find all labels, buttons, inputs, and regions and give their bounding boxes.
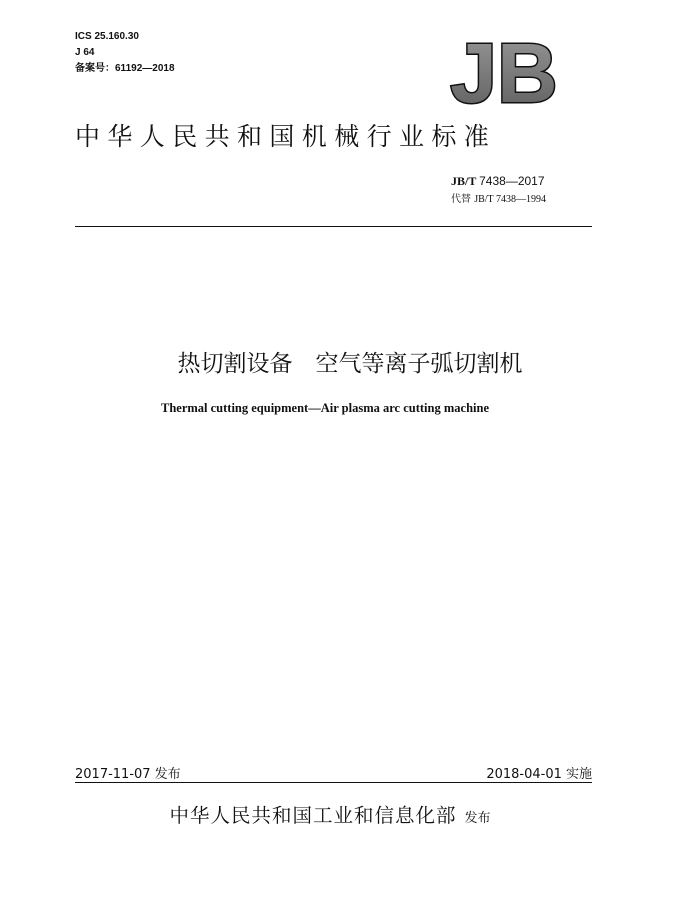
record-number-value: 61192—2018 xyxy=(115,63,175,74)
document-title-english: Thermal cutting equipment—Air plasma arc cutting machine xyxy=(160,401,489,415)
record-label: 备案号： xyxy=(75,63,115,74)
standard-code-number: 7438—2017 xyxy=(479,174,545,188)
issued-suffix: 发布 xyxy=(464,811,491,826)
issuing-authority: 中华人民共和国工业和信息化部 xyxy=(169,804,457,827)
record-number xyxy=(75,64,175,74)
logo-lettering: JB xyxy=(450,36,558,108)
standard-code-prefix: JB/T xyxy=(451,174,480,188)
replaces-label: 代替 xyxy=(451,194,475,205)
replaces-code: JB/T 7438—1994 xyxy=(474,194,546,205)
jb-logo xyxy=(445,36,563,108)
issue-date: 2017-11-07 发布 xyxy=(75,767,181,782)
bottom-divider xyxy=(75,782,592,783)
standard-code xyxy=(451,174,545,189)
standard-type-title: 中华人民共和国机械行业标准 xyxy=(75,122,497,151)
replaces-standard xyxy=(451,190,546,205)
implementation-date: 2018-04-01 实施 xyxy=(486,767,592,782)
top-divider xyxy=(75,226,592,227)
document-title-chinese: 热切割设备 空气等离子弧切割机 xyxy=(177,351,523,377)
ics-code: ICS 25.160.30 xyxy=(75,31,139,42)
issuer-line xyxy=(0,800,660,828)
classification-code: J 64 xyxy=(75,47,95,58)
